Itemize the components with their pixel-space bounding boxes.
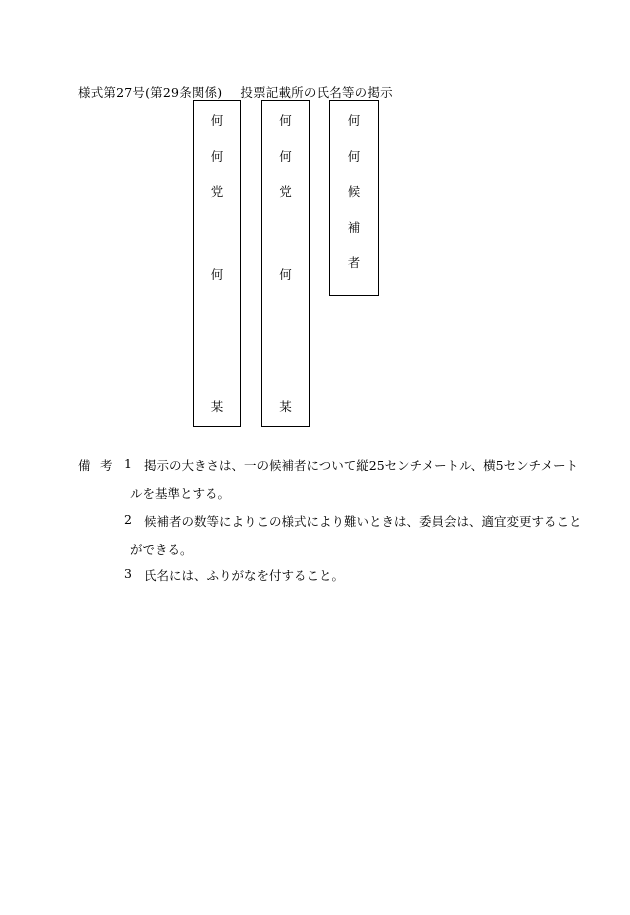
box-char: 何: [347, 149, 361, 164]
remark-number: 3: [124, 566, 132, 581]
remark-line: 候補者の数等によりこの様式により難いときは、委員会は、適宜変更すること: [144, 514, 582, 529]
box-char: 何: [210, 149, 224, 164]
box-char: 党: [210, 184, 224, 199]
candidate-box-3: [329, 100, 379, 296]
box-char: 補: [347, 220, 361, 235]
remark-line: 掲示の大きさは、一の候補者について縦25センチメートル、横5センチメート: [144, 458, 579, 473]
box-char: 何: [210, 113, 224, 128]
remark-number: 1: [124, 456, 132, 471]
form-label: 様式第27号(第29条関係): [78, 85, 223, 100]
box-char: 何: [347, 113, 361, 128]
box-char: 何: [210, 267, 224, 282]
remark-number: 2: [124, 512, 132, 527]
remarks-label-1: 備: [78, 458, 91, 473]
remark-line: 氏名には、ふりがなを付すること。: [144, 568, 345, 583]
box-char: 者: [347, 255, 361, 270]
box-char: 何: [279, 149, 292, 164]
remarks-label-2: 考: [100, 458, 113, 473]
box-char: 候: [347, 184, 361, 199]
box-char: 何: [279, 267, 292, 282]
box-char: 某: [210, 399, 224, 414]
form-title: 投票記載所の氏名等の掲示: [240, 85, 393, 100]
box-char: 何: [279, 113, 292, 128]
remark-line: ルを基準とする。: [130, 486, 231, 501]
form-heading: [78, 83, 393, 101]
remark-line: ができる。: [130, 542, 193, 557]
candidate-box-1: [193, 100, 241, 427]
candidate-box-2: [261, 100, 310, 427]
box-char: 某: [279, 399, 292, 414]
box-char: 党: [279, 184, 292, 199]
